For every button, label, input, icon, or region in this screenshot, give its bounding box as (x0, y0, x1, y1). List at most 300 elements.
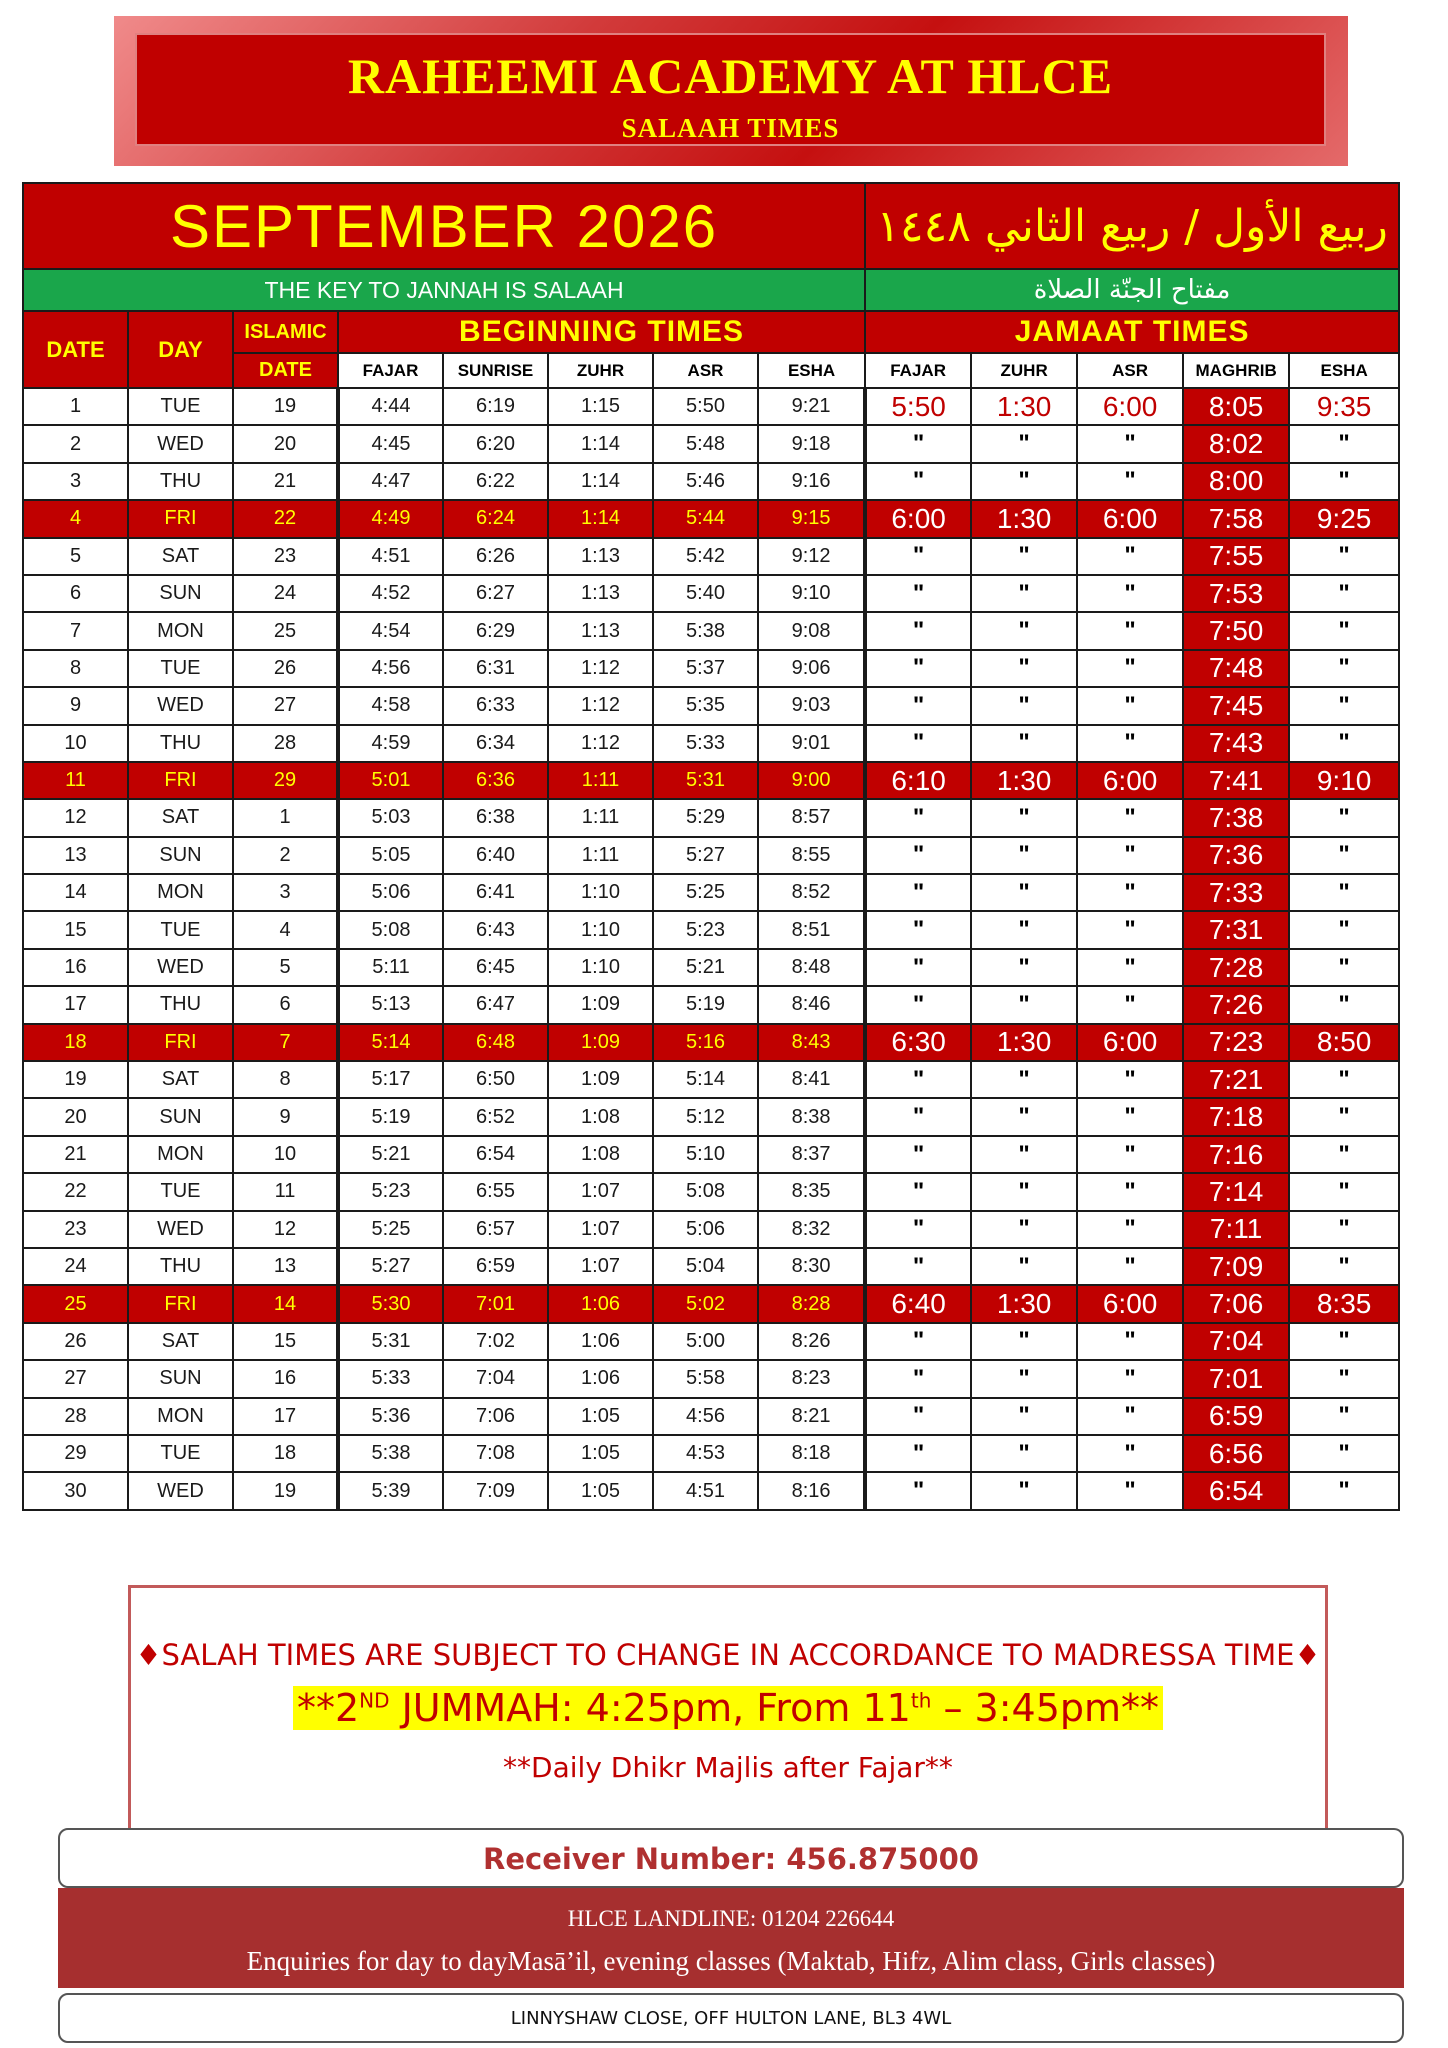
jamaat-asr-cell: " (1077, 538, 1183, 575)
timetable-row (23, 388, 1399, 425)
jamaat-maghrib-cell: 6:54 (1183, 1472, 1289, 1509)
day-cell: SUN (128, 1360, 233, 1397)
timetable-row-friday (23, 762, 1399, 799)
jamaat-zuhr-cell: " (971, 538, 1077, 575)
jamaat-esha-cell: 9:25 (1289, 500, 1399, 537)
begin-fajar-cell: 5:27 (338, 1248, 443, 1285)
jamaat-zuhr-cell: 1:30 (971, 388, 1077, 425)
jamaat-asr-cell: 6:00 (1077, 1024, 1183, 1061)
begin-zuhr-cell: 1:09 (548, 1061, 653, 1098)
dhikr-majlis-notice: **Daily Dhikr Majlis after Fajar** (503, 1751, 953, 1784)
begin-fajar-cell: 4:51 (338, 538, 443, 575)
timetable-row (23, 911, 1399, 948)
timetable-row (23, 1098, 1399, 1135)
begin-esha-cell: 8:51 (758, 911, 865, 948)
begin-fajar-cell: 5:21 (338, 1136, 443, 1173)
begin-sunrise-cell: 6:47 (443, 986, 548, 1023)
begin-fajar-cell: 5:17 (338, 1061, 443, 1098)
day-cell: TUE (128, 911, 233, 948)
begin-zuhr-cell: 1:06 (548, 1360, 653, 1397)
begin-asr-cell: 5:35 (653, 687, 758, 724)
day-cell: WED (128, 425, 233, 462)
date-cell: 20 (23, 1098, 128, 1135)
jamaat-zuhr-cell: " (971, 837, 1077, 874)
day-cell: WED (128, 687, 233, 724)
begin-asr-cell: 5:42 (653, 538, 758, 575)
begin-esha-cell: 8:55 (758, 837, 865, 874)
islamic-date-cell: 14 (233, 1285, 338, 1322)
begin-esha-cell: 8:23 (758, 1360, 865, 1397)
timetable-row (23, 575, 1399, 612)
begin-zuhr-cell: 1:13 (548, 612, 653, 649)
begin-esha-cell: 9:16 (758, 463, 865, 500)
begin-sunrise-cell: 6:40 (443, 837, 548, 874)
jamaat-zuhr-cell: " (971, 874, 1077, 911)
islamic-date-cell: 2 (233, 837, 338, 874)
begin-zuhr-cell: 1:11 (548, 837, 653, 874)
date-cell: 3 (23, 463, 128, 500)
jamaat-fajar-cell: 6:40 (865, 1285, 971, 1322)
timetable-row (23, 837, 1399, 874)
receiver-number-box (58, 1828, 1404, 1888)
begin-fajar-cell: 5:03 (338, 799, 443, 836)
timetable-row (23, 1211, 1399, 1248)
jamaat-asr-cell: " (1077, 1211, 1183, 1248)
day-cell: TUE (128, 388, 233, 425)
jamaat-zuhr-cell: " (971, 1173, 1077, 1210)
begin-esha-cell: 8:26 (758, 1323, 865, 1360)
begin-fajar-cell: 5:19 (338, 1098, 443, 1135)
jummah-text-b: JUMMAH: 4:25pm, From 11 (389, 1686, 911, 1730)
begin-sunrise-cell: 6:38 (443, 799, 548, 836)
header-jamaat-fajar: FAJAR (865, 353, 971, 388)
begin-esha-cell: 9:00 (758, 762, 865, 799)
jamaat-maghrib-cell: 7:33 (1183, 874, 1289, 911)
day-cell: WED (128, 1211, 233, 1248)
islamic-date-cell: 24 (233, 575, 338, 612)
jamaat-fajar-cell: " (865, 725, 971, 762)
date-cell: 1 (23, 388, 128, 425)
islamic-date-cell: 3 (233, 874, 338, 911)
jamaat-asr-cell: 6:00 (1077, 500, 1183, 537)
jamaat-fajar-cell: " (865, 949, 971, 986)
begin-asr-cell: 4:56 (653, 1398, 758, 1435)
begin-fajar-cell: 5:33 (338, 1360, 443, 1397)
timetable-body (23, 388, 1399, 1510)
begin-zuhr-cell: 1:05 (548, 1435, 653, 1472)
jamaat-asr-cell: " (1077, 837, 1183, 874)
jamaat-asr-cell: " (1077, 1360, 1183, 1397)
jamaat-maghrib-cell: 7:01 (1183, 1360, 1289, 1397)
jamaat-fajar-cell: " (865, 612, 971, 649)
day-cell: TUE (128, 1435, 233, 1472)
islamic-date-cell: 27 (233, 687, 338, 724)
jamaat-fajar-cell: " (865, 799, 971, 836)
jamaat-maghrib-cell: 7:23 (1183, 1024, 1289, 1061)
gregorian-month: SEPTEMBER 2026 (23, 183, 865, 269)
jamaat-zuhr-cell: " (971, 575, 1077, 612)
jamaat-fajar-cell: 6:30 (865, 1024, 971, 1061)
begin-sunrise-cell: 7:04 (443, 1360, 548, 1397)
islamic-date-cell: 23 (233, 538, 338, 575)
jamaat-asr-cell: " (1077, 650, 1183, 687)
begin-sunrise-cell: 7:09 (443, 1472, 548, 1509)
day-cell: THU (128, 463, 233, 500)
date-cell: 6 (23, 575, 128, 612)
islamic-date-cell: 18 (233, 1435, 338, 1472)
timetable-row (23, 1360, 1399, 1397)
begin-sunrise-cell: 6:20 (443, 425, 548, 462)
islamic-date-cell: 8 (233, 1061, 338, 1098)
jamaat-fajar-cell: " (865, 687, 971, 724)
jamaat-zuhr-cell: " (971, 1248, 1077, 1285)
islamic-date-cell: 12 (233, 1211, 338, 1248)
begin-sunrise-cell: 6:34 (443, 725, 548, 762)
begin-esha-cell: 8:35 (758, 1173, 865, 1210)
begin-asr-cell: 5:10 (653, 1136, 758, 1173)
begin-sunrise-cell: 6:24 (443, 500, 548, 537)
header-jamaat-asr: ASR (1077, 353, 1183, 388)
begin-sunrise-cell: 6:22 (443, 463, 548, 500)
day-cell: SAT (128, 799, 233, 836)
day-cell: SUN (128, 575, 233, 612)
jamaat-maghrib-cell: 6:56 (1183, 1435, 1289, 1472)
jamaat-maghrib-cell: 7:26 (1183, 986, 1289, 1023)
begin-asr-cell: 5:16 (653, 1024, 758, 1061)
begin-zuhr-cell: 1:14 (548, 500, 653, 537)
day-cell: SAT (128, 1323, 233, 1360)
header-islamic-date: DATE (233, 353, 338, 388)
begin-zuhr-cell: 1:12 (548, 650, 653, 687)
jamaat-maghrib-cell: 7:06 (1183, 1285, 1289, 1322)
timetable-row (23, 986, 1399, 1023)
day-cell: SUN (128, 1098, 233, 1135)
begin-asr-cell: 5:06 (653, 1211, 758, 1248)
hijri-month: ربيع الأول / ربيع الثاني ١٤٤٨ (865, 183, 1399, 269)
begin-esha-cell: 8:52 (758, 874, 865, 911)
jamaat-maghrib-cell: 7:21 (1183, 1061, 1289, 1098)
jamaat-esha-cell: " (1289, 986, 1399, 1023)
date-cell: 4 (23, 500, 128, 537)
jamaat-fajar-cell: " (865, 1248, 971, 1285)
day-cell: THU (128, 1248, 233, 1285)
begin-sunrise-cell: 6:36 (443, 762, 548, 799)
jamaat-zuhr-cell: 1:30 (971, 500, 1077, 537)
jamaat-zuhr-cell: " (971, 1360, 1077, 1397)
receiver-number: Receiver Number: 456.875000 (483, 1842, 979, 1876)
begin-asr-cell: 5:12 (653, 1098, 758, 1135)
begin-zuhr-cell: 1:10 (548, 874, 653, 911)
jamaat-asr-cell: " (1077, 463, 1183, 500)
jamaat-zuhr-cell: " (971, 725, 1077, 762)
jamaat-fajar-cell: 6:00 (865, 500, 971, 537)
jamaat-zuhr-cell: 1:30 (971, 1024, 1077, 1061)
timetable-row (23, 1398, 1399, 1435)
jamaat-zuhr-cell: " (971, 799, 1077, 836)
begin-sunrise-cell: 6:26 (443, 538, 548, 575)
begin-esha-cell: 8:41 (758, 1061, 865, 1098)
jamaat-zuhr-cell: " (971, 1098, 1077, 1135)
date-cell: 28 (23, 1398, 128, 1435)
timetable-row (23, 1323, 1399, 1360)
begin-esha-cell: 8:38 (758, 1098, 865, 1135)
begin-asr-cell: 5:29 (653, 799, 758, 836)
jamaat-zuhr-cell: " (971, 650, 1077, 687)
islamic-date-cell: 15 (233, 1323, 338, 1360)
day-cell: MON (128, 874, 233, 911)
jamaat-asr-cell: " (1077, 799, 1183, 836)
begin-sunrise-cell: 6:29 (443, 612, 548, 649)
date-cell: 24 (23, 1248, 128, 1285)
jamaat-zuhr-cell: " (971, 687, 1077, 724)
day-cell: THU (128, 986, 233, 1023)
begin-sunrise-cell: 6:59 (443, 1248, 548, 1285)
date-cell: 23 (23, 1211, 128, 1248)
begin-esha-cell: 8:46 (758, 986, 865, 1023)
begin-zuhr-cell: 1:06 (548, 1323, 653, 1360)
begin-sunrise-cell: 6:45 (443, 949, 548, 986)
begin-zuhr-cell: 1:10 (548, 949, 653, 986)
begin-asr-cell: 5:25 (653, 874, 758, 911)
jamaat-fajar-cell: " (865, 463, 971, 500)
islamic-date-cell: 22 (233, 500, 338, 537)
begin-asr-cell: 5:27 (653, 837, 758, 874)
jamaat-fajar-cell: " (865, 1098, 971, 1135)
islamic-date-cell: 28 (233, 725, 338, 762)
date-cell: 18 (23, 1024, 128, 1061)
jamaat-asr-cell: " (1077, 575, 1183, 612)
second-jummah-text (293, 1686, 1163, 1730)
jamaat-zuhr-cell: 1:30 (971, 762, 1077, 799)
jamaat-fajar-cell: " (865, 1435, 971, 1472)
begin-zuhr-cell: 1:10 (548, 911, 653, 948)
jamaat-maghrib-cell: 7:43 (1183, 725, 1289, 762)
begin-zuhr-cell: 1:07 (548, 1173, 653, 1210)
begin-fajar-cell: 5:39 (338, 1472, 443, 1509)
begin-zuhr-cell: 1:11 (548, 762, 653, 799)
jamaat-zuhr-cell: " (971, 1398, 1077, 1435)
jamaat-fajar-cell: " (865, 1323, 971, 1360)
begin-fajar-cell: 4:45 (338, 425, 443, 462)
jamaat-asr-cell: " (1077, 1398, 1183, 1435)
jamaat-maghrib-cell: 7:18 (1183, 1098, 1289, 1135)
begin-fajar-cell: 4:56 (338, 650, 443, 687)
header-day: DAY (128, 311, 233, 388)
jamaat-maghrib-cell: 8:05 (1183, 388, 1289, 425)
begin-fajar-cell: 5:14 (338, 1024, 443, 1061)
jummah-sup-th: th (910, 1688, 932, 1713)
jamaat-fajar-cell: " (865, 1398, 971, 1435)
begin-esha-cell: 9:06 (758, 650, 865, 687)
jamaat-maghrib-cell: 7:11 (1183, 1211, 1289, 1248)
timetable-row (23, 874, 1399, 911)
jamaat-fajar-cell: " (865, 538, 971, 575)
day-cell: THU (128, 725, 233, 762)
jamaat-maghrib-cell: 7:41 (1183, 762, 1289, 799)
begin-asr-cell: 5:37 (653, 650, 758, 687)
islamic-date-cell: 10 (233, 1136, 338, 1173)
timetable-row-friday (23, 500, 1399, 537)
jamaat-esha-cell: 8:50 (1289, 1024, 1399, 1061)
jamaat-asr-cell: " (1077, 425, 1183, 462)
begin-asr-cell: 5:02 (653, 1285, 758, 1322)
jamaat-maghrib-cell: 7:45 (1183, 687, 1289, 724)
begin-zuhr-cell: 1:12 (548, 687, 653, 724)
jamaat-fajar-cell: " (865, 837, 971, 874)
timetable-row (23, 687, 1399, 724)
jamaat-esha-cell: " (1289, 687, 1399, 724)
jamaat-esha-cell: " (1289, 1136, 1399, 1173)
date-cell: 21 (23, 1136, 128, 1173)
islamic-date-cell: 6 (233, 986, 338, 1023)
jamaat-zuhr-cell: " (971, 949, 1077, 986)
day-cell: FRI (128, 500, 233, 537)
header-islamic: ISLAMIC (233, 311, 338, 353)
jamaat-fajar-cell: " (865, 1061, 971, 1098)
begin-zuhr-cell: 1:14 (548, 463, 653, 500)
begin-fajar-cell: 5:38 (338, 1435, 443, 1472)
begin-zuhr-cell: 1:05 (548, 1398, 653, 1435)
islamic-date-cell: 9 (233, 1098, 338, 1135)
begin-asr-cell: 5:21 (653, 949, 758, 986)
islamic-date-cell: 13 (233, 1248, 338, 1285)
begin-asr-cell: 5:40 (653, 575, 758, 612)
begin-sunrise-cell: 6:54 (443, 1136, 548, 1173)
timetable-row (23, 1136, 1399, 1173)
begin-sunrise-cell: 7:01 (443, 1285, 548, 1322)
header-date: DATE (23, 311, 128, 388)
jamaat-maghrib-cell: 8:00 (1183, 463, 1289, 500)
notice-box (128, 1585, 1328, 1829)
banner-subtitle: SALAAH TIMES (621, 113, 840, 143)
jamaat-esha-cell: " (1289, 725, 1399, 762)
jamaat-fajar-cell: " (865, 650, 971, 687)
jamaat-fajar-cell: " (865, 1211, 971, 1248)
begin-esha-cell: 8:30 (758, 1248, 865, 1285)
begin-zuhr-cell: 1:08 (548, 1136, 653, 1173)
begin-esha-cell: 8:16 (758, 1472, 865, 1509)
enquiries-text: Enquiries for day to dayMasā’il, evening classes (Maktab, Hifz, Alim class, Girls classes) (246, 1946, 1216, 1976)
begin-sunrise-cell: 6:48 (443, 1024, 548, 1061)
key-to-jannah-english: THE KEY TO JANNAH IS SALAAH (23, 269, 865, 311)
date-cell: 12 (23, 799, 128, 836)
day-cell: WED (128, 1472, 233, 1509)
begin-fajar-cell: 5:11 (338, 949, 443, 986)
jamaat-maghrib-cell: 7:04 (1183, 1323, 1289, 1360)
jamaat-maghrib-cell: 7:50 (1183, 612, 1289, 649)
jamaat-zuhr-cell: " (971, 425, 1077, 462)
timetable-row (23, 1248, 1399, 1285)
jamaat-asr-cell: 6:00 (1077, 1285, 1183, 1322)
day-cell: TUE (128, 1173, 233, 1210)
begin-asr-cell: 5:23 (653, 911, 758, 948)
date-cell: 16 (23, 949, 128, 986)
day-cell: FRI (128, 762, 233, 799)
jamaat-esha-cell: " (1289, 1360, 1399, 1397)
islamic-date-cell: 29 (233, 762, 338, 799)
begin-fajar-cell: 5:31 (338, 1323, 443, 1360)
date-cell: 5 (23, 538, 128, 575)
begin-asr-cell: 5:38 (653, 612, 758, 649)
jamaat-zuhr-cell: " (971, 1435, 1077, 1472)
begin-fajar-cell: 5:05 (338, 837, 443, 874)
jamaat-zuhr-cell: " (971, 463, 1077, 500)
timetable-row (23, 612, 1399, 649)
date-cell: 27 (23, 1360, 128, 1397)
timetable-row (23, 463, 1399, 500)
day-cell: SUN (128, 837, 233, 874)
day-cell: MON (128, 1398, 233, 1435)
begin-asr-cell: 5:14 (653, 1061, 758, 1098)
jamaat-esha-cell: " (1289, 1323, 1399, 1360)
begin-sunrise-cell: 6:57 (443, 1211, 548, 1248)
jamaat-fajar-cell: " (865, 1173, 971, 1210)
jamaat-maghrib-cell: 8:02 (1183, 425, 1289, 462)
day-cell: MON (128, 1136, 233, 1173)
begin-asr-cell: 5:44 (653, 500, 758, 537)
header-jamaat-times: JAMAAT TIMES (865, 311, 1399, 353)
begin-esha-cell: 8:37 (758, 1136, 865, 1173)
begin-esha-cell: 9:21 (758, 388, 865, 425)
timetable-row (23, 1061, 1399, 1098)
date-cell: 29 (23, 1435, 128, 1472)
date-cell: 17 (23, 986, 128, 1023)
jamaat-fajar-cell: " (865, 911, 971, 948)
begin-sunrise-cell: 6:50 (443, 1061, 548, 1098)
jamaat-esha-cell: " (1289, 949, 1399, 986)
islamic-date-cell: 21 (233, 463, 338, 500)
begin-zuhr-cell: 1:09 (548, 986, 653, 1023)
header-jamaat-esha: ESHA (1289, 353, 1399, 388)
begin-fajar-cell: 5:06 (338, 874, 443, 911)
begin-zuhr-cell: 1:07 (548, 1248, 653, 1285)
jummah-text-a: **2 (296, 1686, 360, 1730)
banner (135, 33, 1326, 146)
second-jummah-notice (131, 1686, 1325, 1730)
begin-sunrise-cell: 6:31 (443, 650, 548, 687)
begin-zuhr-cell: 1:06 (548, 1285, 653, 1322)
begin-fajar-cell: 5:13 (338, 986, 443, 1023)
jamaat-fajar-cell: " (865, 575, 971, 612)
jummah-sup-nd: ND (359, 1688, 390, 1713)
begin-fajar-cell: 5:25 (338, 1211, 443, 1248)
jamaat-asr-cell: " (1077, 1323, 1183, 1360)
begin-zuhr-cell: 1:05 (548, 1472, 653, 1509)
jamaat-esha-cell: " (1289, 1398, 1399, 1435)
jamaat-esha-cell: " (1289, 1211, 1399, 1248)
islamic-date-cell: 16 (233, 1360, 338, 1397)
begin-asr-cell: 5:04 (653, 1248, 758, 1285)
jamaat-esha-cell: " (1289, 538, 1399, 575)
jamaat-asr-cell: " (1077, 725, 1183, 762)
jamaat-zuhr-cell: " (971, 911, 1077, 948)
jamaat-asr-cell: " (1077, 1435, 1183, 1472)
begin-esha-cell: 8:48 (758, 949, 865, 986)
header-jamaat-zuhr: ZUHR (971, 353, 1077, 388)
jamaat-fajar-cell: " (865, 1136, 971, 1173)
jamaat-esha-cell: " (1289, 612, 1399, 649)
jamaat-asr-cell: " (1077, 1061, 1183, 1098)
contact-banner (58, 1888, 1404, 1988)
begin-esha-cell: 9:12 (758, 538, 865, 575)
begin-zuhr-cell: 1:13 (548, 538, 653, 575)
jamaat-zuhr-cell: " (971, 1136, 1077, 1173)
begin-asr-cell: 5:00 (653, 1323, 758, 1360)
date-cell: 13 (23, 837, 128, 874)
date-cell: 11 (23, 762, 128, 799)
begin-esha-cell: 8:57 (758, 799, 865, 836)
begin-sunrise-cell: 6:33 (443, 687, 548, 724)
